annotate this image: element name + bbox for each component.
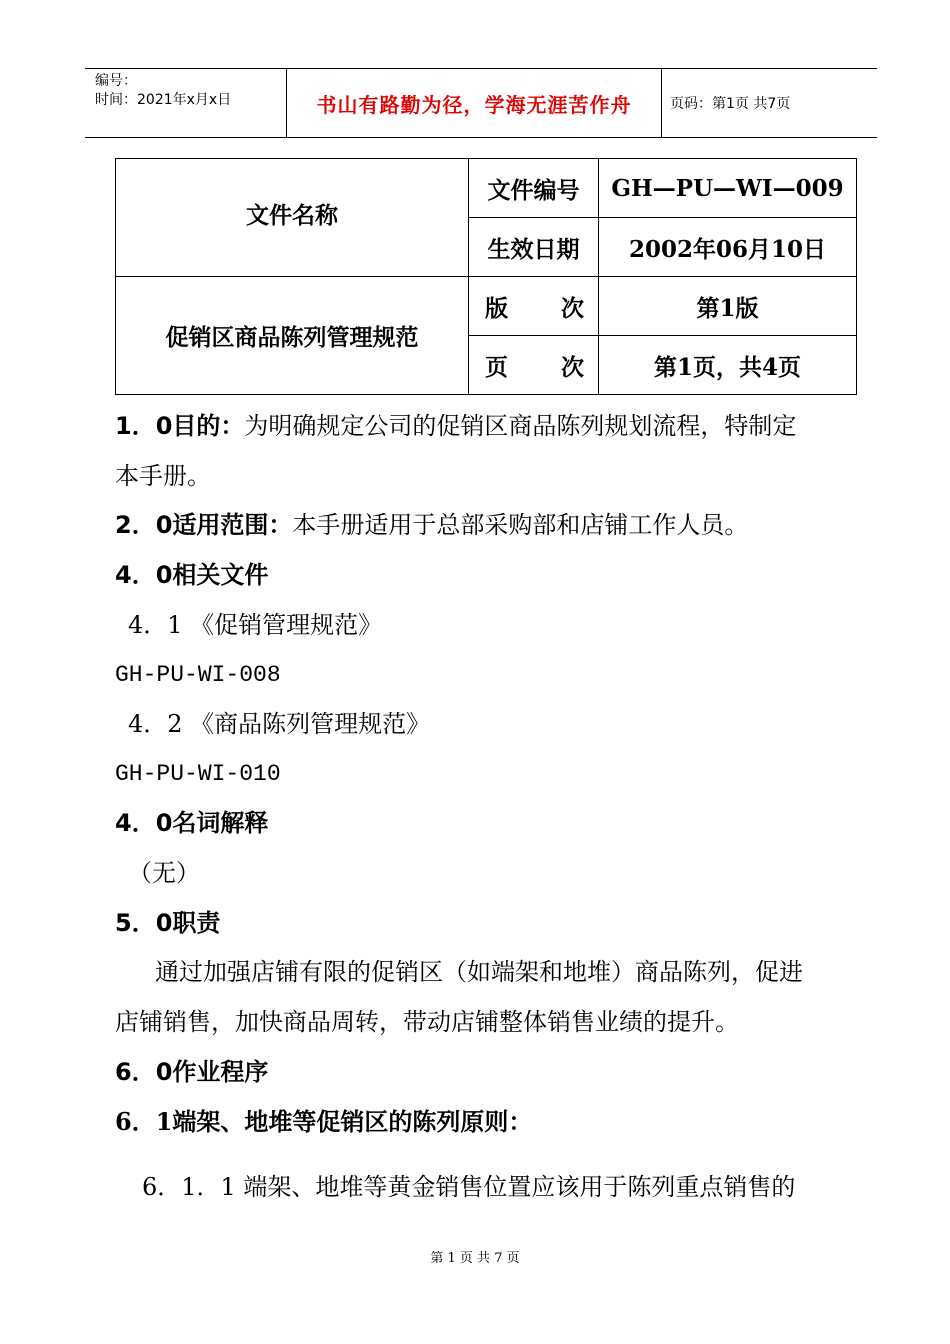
section-scope: [115, 510, 748, 540]
section-duties-heading: 5．0职责: [115, 909, 221, 937]
page-label-b: 次: [561, 353, 584, 381]
section-scope-heading: 2．0适用范围：: [115, 511, 293, 539]
page-label-a: 页: [485, 353, 508, 381]
section-procedure-heading: 6．0作业程序: [115, 1058, 269, 1086]
reference-1: 4．1 《促销管理规范》: [128, 611, 383, 639]
edition-label-b: 次: [561, 294, 584, 322]
file-no-value: GH—PU—WI—009: [599, 159, 857, 218]
file-no-label: 文件编号: [469, 159, 599, 218]
page-footer: 第 1 页 共 7 页: [430, 1251, 520, 1266]
doc-title: 促销区商品陈列管理规范: [165, 324, 419, 351]
reference-1-code: GH-PU-WI-008: [115, 662, 281, 688]
section-display-principles-heading: 6．1端架、地堆等促销区的陈列原则：: [115, 1107, 533, 1136]
file-name-label-cell: [116, 159, 469, 277]
section-duties-text-2: 店铺销售，加快商品周转，带动店铺整体销售业绩的提升。: [115, 1008, 739, 1036]
page-value: 第1页，共4页: [599, 336, 857, 395]
effective-date-value: 2002年06月10日: [599, 218, 857, 277]
section-purpose-text-cont: 本手册。: [115, 462, 211, 490]
page-header: [85, 68, 877, 138]
terms-none: （无）: [128, 859, 200, 887]
section-terms-heading: 4．0名词解释: [115, 809, 269, 837]
document-info-table: [115, 158, 857, 395]
page-label-cell: [469, 336, 599, 395]
clause-6-1-1: 6．1．1 端架、地堆等黄金销售位置应该用于陈列重点销售的: [142, 1173, 796, 1201]
doc-title-cell: [116, 277, 469, 395]
edition-label-a: 版: [485, 294, 508, 322]
effective-date-label: 生效日期: [469, 218, 599, 277]
header-page-info: 页码：第1页 共7页: [670, 96, 791, 112]
section-purpose-text: 为明确规定公司的促销区商品陈列规划流程，特制定: [244, 412, 797, 440]
section-purpose: [115, 411, 796, 441]
time-label: 时间：2021年x月x日: [95, 92, 232, 108]
section-related-docs-heading: 4．0相关文件: [115, 561, 269, 589]
number-label: 编号：: [95, 73, 137, 89]
header-slogan: 书山有路勤为径，学海无涯苦作舟: [287, 69, 662, 137]
section-purpose-heading: 1．0目的：: [115, 412, 245, 440]
section-duties-text-1: 通过加强店铺有限的促销区（如端架和地堆）商品陈列，促进: [155, 958, 803, 986]
reference-2: 4．2 《商品陈列管理规范》: [128, 710, 431, 738]
section-scope-text: 本手册适用于总部采购部和店铺工作人员。: [292, 511, 749, 539]
edition-value: 第1版: [599, 277, 857, 336]
edition-label-cell: [469, 277, 599, 336]
file-name-label: 文件名称: [246, 202, 338, 229]
header-meta: [85, 69, 287, 137]
reference-2-code: GH-PU-WI-010: [115, 761, 281, 787]
